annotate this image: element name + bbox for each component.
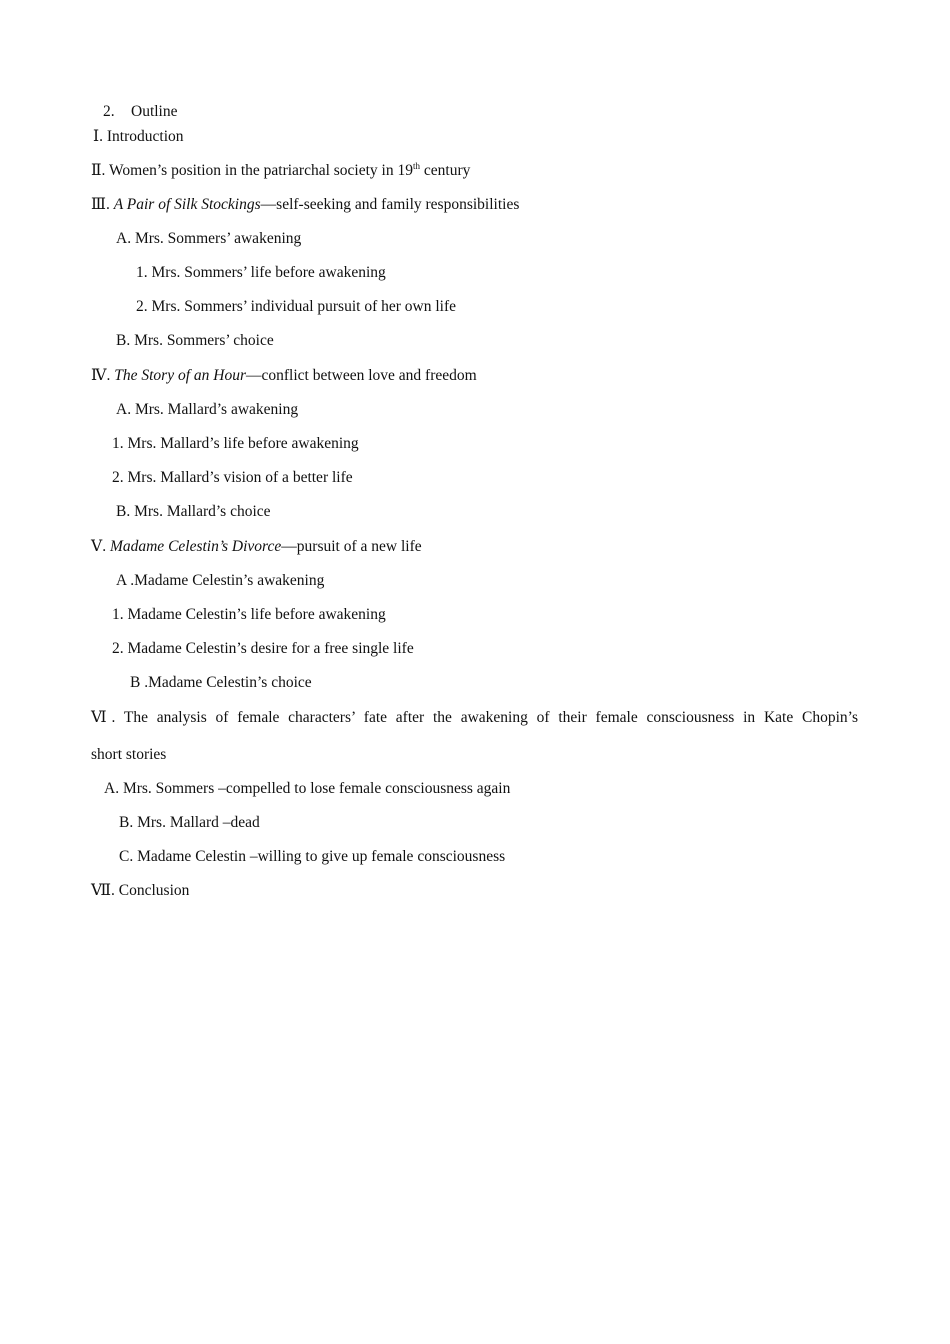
outline-text-ii-main: Women’s position in the patriarchal society in 19 <box>109 162 413 179</box>
numeral-vii: Ⅶ. <box>91 882 115 899</box>
outline-text-i: Introduction <box>106 128 184 145</box>
outline-text-iv: —conflict between love and freedom <box>246 367 477 384</box>
outline-item-v-a: A .Madame Celestin’s awakening <box>116 572 325 589</box>
story-title-silk-stockings: A Pair of Silk Stockings <box>113 196 261 213</box>
outline-text-ii <box>109 162 470 179</box>
outline-item-iv-a1: 1. Mrs. Mallard’s life before awakening <box>112 435 359 452</box>
section-number: 2. <box>103 103 115 120</box>
story-title-story-of-an-hour: The Story of an Hour <box>114 367 246 384</box>
outline-item-vi-c: C. Madame Celestin –willing to give up female consciousness <box>119 848 506 865</box>
outline-text-v: —pursuit of a new life <box>281 538 422 555</box>
numeral-iii: Ⅲ. <box>91 196 110 213</box>
outline-item-vi-b: B. Mrs. Mallard –dead <box>119 814 260 831</box>
outline-item-v <box>91 537 422 557</box>
outline-item-vi-a: A. Mrs. Sommers –compelled to lose female consciousness again <box>104 780 511 797</box>
outline-item-v-b: B .Madame Celestin’s choice <box>130 674 312 691</box>
outline-item-iii-b: B. Mrs. Sommers’ choice <box>116 332 274 349</box>
outline-item-i <box>93 127 184 147</box>
outline-text-vi: The analysis of female characters’ fate after the awakening of their female consciousness in Kate Chopin’s <box>123 709 858 726</box>
outline-item-ii <box>91 161 470 181</box>
numeral-ii: Ⅱ. <box>91 162 106 179</box>
story-title-madame-celestins-divorce: Madame Celestin’s Divorce <box>109 538 282 555</box>
superscript-th: th <box>412 160 420 171</box>
section-heading <box>103 102 178 122</box>
outline-item-iii-a2: 2. Mrs. Sommers’ individual pursuit of her own life <box>136 298 457 315</box>
outline-item-iii-a: A. Mrs. Sommers’ awakening <box>116 230 302 247</box>
outline-item-iv-a: A. Mrs. Mallard’s awakening <box>116 401 299 418</box>
section-title: Outline <box>131 103 178 120</box>
numeral-i: Ⅰ. <box>93 128 103 145</box>
outline-text-vii: Conclusion <box>118 882 190 899</box>
numeral-vi: Ⅵ. <box>91 709 116 726</box>
outline-text-ii-end: century <box>420 162 471 179</box>
outline-item-v-a1: 1. Madame Celestin’s life before awakening <box>112 606 386 623</box>
outline-item-iii-a1: 1. Mrs. Sommers’ life before awakening <box>136 264 386 281</box>
outline-item-iii <box>91 195 519 215</box>
outline-item-vi-line1 <box>91 708 858 728</box>
outline-item-vii <box>91 881 189 901</box>
numeral-v: Ⅴ. <box>91 538 107 555</box>
outline-item-iv-a2: 2. Mrs. Mallard’s vision of a better life <box>112 469 353 486</box>
outline-item-vi-line2: short stories <box>91 746 167 763</box>
outline-item-iv <box>91 366 477 386</box>
outline-item-iv-b: B. Mrs. Mallard’s choice <box>116 503 271 520</box>
outline-item-v-a2: 2. Madame Celestin’s desire for a free single life <box>112 640 414 657</box>
outline-text-iii: —self-seeking and family responsibilities <box>260 196 520 213</box>
numeral-iv: Ⅳ. <box>91 367 111 384</box>
